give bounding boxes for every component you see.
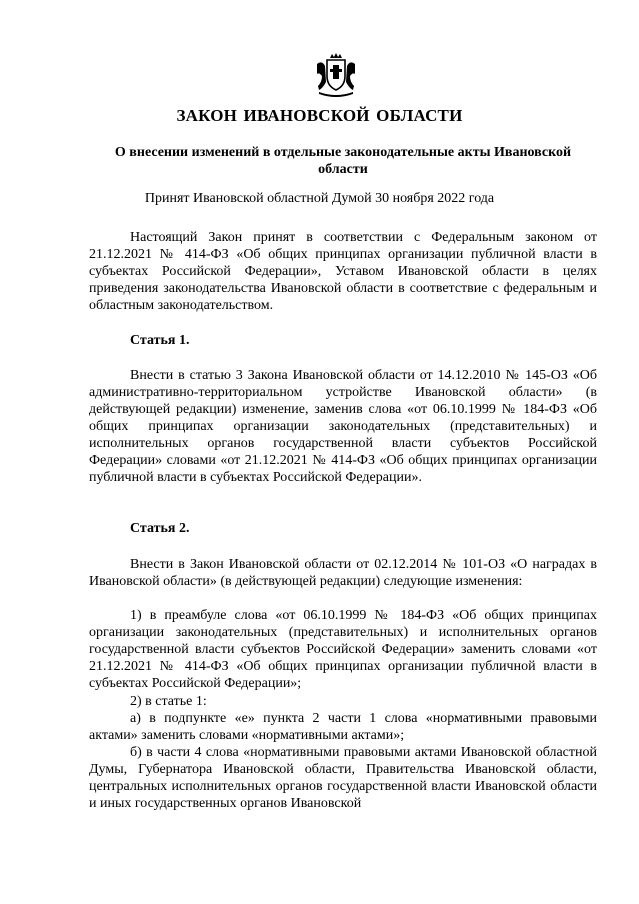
article-1-heading: Статья 1. xyxy=(130,333,190,348)
article-2-item-2b: б) в части 4 слова «нормативными правовыми актами Ивановской областной Думы, Губернатора Ивановской области, Правительства Ивановской области, центральных исполнительных органов государственной власти Ивановской области и иных государственных органов Ивановской xyxy=(89,745,597,811)
article-1-text: Внести в статью 3 Закона Ивановской области от 14.12.2010 № 145-ОЗ «Об административно-территориальном устройстве Ивановской области» (в действующей редакции) изменение, заменив слова «от 06.10.1999 № 184-ФЗ «Об общих принципах организации законодательных (представительных) и исполнительных органов государственной власти субъектов Российской Федерации» словами «от 21.12.2021 № 414-ФЗ «Об общих принципах организации публичной власти в субъектах Российской Федерации». xyxy=(89,368,597,485)
coat-of-arms-icon xyxy=(313,52,359,98)
preamble-paragraph: Настоящий Закон принят в соответствии с Федеральным законом от 21.12.2021 № 414-ФЗ «Об общих принципах организации публичной власти в субъектах Российской Федерации», Уставом Ивановской области в целях приведения законодательства Ивановской области в соответствие с федеральным и областным законодательством. xyxy=(89,230,597,313)
article-2-item-2a: а) в подпункте «е» пункта 2 части 1 слова «нормативными правовыми актами» заменить словами «нормативными актами»; xyxy=(89,711,597,743)
article-2-intro: Внести в Закон Ивановской области от 02.12.2014 № 101-ОЗ «О наградах в Ивановской области» (в действующей редакции) следующие изменения: xyxy=(89,557,597,589)
adoption-line: Принят Ивановской областной Думой 30 ноября 2022 года xyxy=(144,191,495,206)
law-title: ЗАКОН ИВАНОВСКОЙ ОБЛАСТИ xyxy=(176,106,463,125)
article-2-item-1: 1) в преамбуле слова «от 06.10.1999 № 184-ФЗ «Об общих принципах организации законодательных (представительных) и исполнительных органов государственной власти субъектов Российской Федерации» заменить словами «от 21.12.2021 № 414-ФЗ «Об общих принципах организации публичной власти в субъектах Российской Федерации»; xyxy=(89,608,597,691)
law-subtitle: О внесении изменений в отдельные законодательные акты Ивановской области xyxy=(114,145,572,177)
article-2-heading: Статья 2. xyxy=(130,521,190,536)
article-2-item-2: 2) в статье 1: xyxy=(130,694,207,709)
